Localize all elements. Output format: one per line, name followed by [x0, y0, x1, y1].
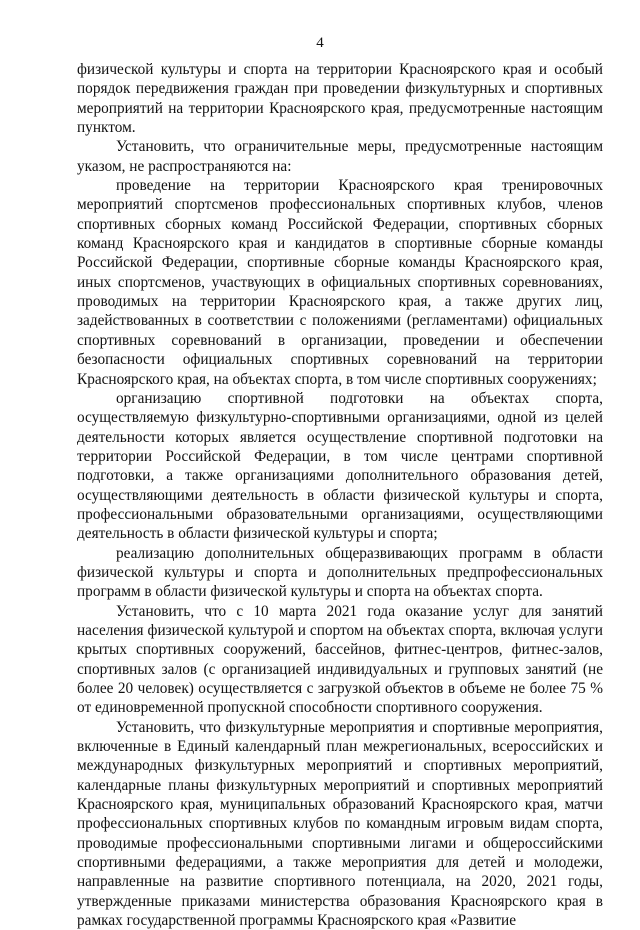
paragraph-exceptions-intro: Установить, что ограничительные меры, предусмотренные настоящим указом, не распространяются на:: [77, 138, 603, 175]
paragraph-sport-events: Установить, что физкультурные мероприятия и спортивные мероприятия, включенные в Единый календарный план межрегиональных, всероссийских и международных физкультурных мероприятий и спортивных мероприятий, календарные планы физкультурных мероприятий и спортивных мероприятий Красноярского края, муниципальных образований Красноярского края, матчи профессиональных спортивных клубов по командным игровым видам спорта, проводимые профессиональными спортивными лигами и общероссийскими спортивными федерациями, а также мероприятия для детей и молодежи, направленные на развитие спортивного потенциала, на 2020, 2021 годы, утвержденные приказами министерства образования Красноярского края в рамках государственной программы Красноярского края «Развитие: [77, 718, 603, 930]
paragraph-sport-training: организацию спортивной подготовки на объектах спорта, осуществляемую физкультурно-спортивными организациями, одной из целей деятельности которых является осуществление спортивной подготовки на территории Российской Федерации, в том числе центрами спортивной подготовки, а также организациями дополнительного образования детей, осуществляющими деятельность в области физической культуры и спорта, профессиональными образовательными организациями, осуществляющими деятельность в области физической культуры и спорта;: [77, 389, 603, 543]
paragraph-training-events: проведение на территории Красноярского края тренировочных мероприятий спортсменов профессиональных спортивных клубов, членов спортивных сборных команд Российской Федерации, спортивных сборных команд Красноярского края и кандидатов в спортивные сборные команды Российской Федерации, спортивные сборные команды Красноярского края, иных спортсменов, участвующих в официальных спортивных соревнованиях, проводимых на территории Красноярского края, а также других лиц, задействованных в соответствии с положениями (регламентами) официальных спортивных соревнований в организации, проведении и обеспечении безопасности официальных спортивных соревнований на территории Красноярского края, на объектах спорта, в том числе спортивных сооружениях;: [77, 177, 603, 388]
paragraph-services-capacity: Установить, что с 10 марта 2021 года оказание услуг для занятий населения физической культурой и спортом на объектах спорта, включая услуги крытых спортивных сооружений, бассейнов, фитнес-центров, фитнес-залов, спортивных залов (с организацией индивидуальных и групповых занятий (не более 20 человек) осуществляется с загрузкой объектов в объеме не более 75 % от единовременной пропускной способности спортивного сооружения.: [77, 602, 603, 717]
paragraph-programs: реализацию дополнительных общеразвивающих программ в области физической культуры и спорта и дополнительных предпрофессиональных программ в области физической культуры и спорта на объектах спорта.: [77, 544, 603, 601]
document-body: [77, 60, 603, 930]
paragraph-continuation: физической культуры и спорта на территории Красноярского края и особый порядок передвижения граждан при проведении физкультурных и спортивных мероприятий на территории Красноярского края, предусмотренные настоящим пунктом.: [77, 61, 603, 137]
page-number: 4: [316, 35, 324, 51]
